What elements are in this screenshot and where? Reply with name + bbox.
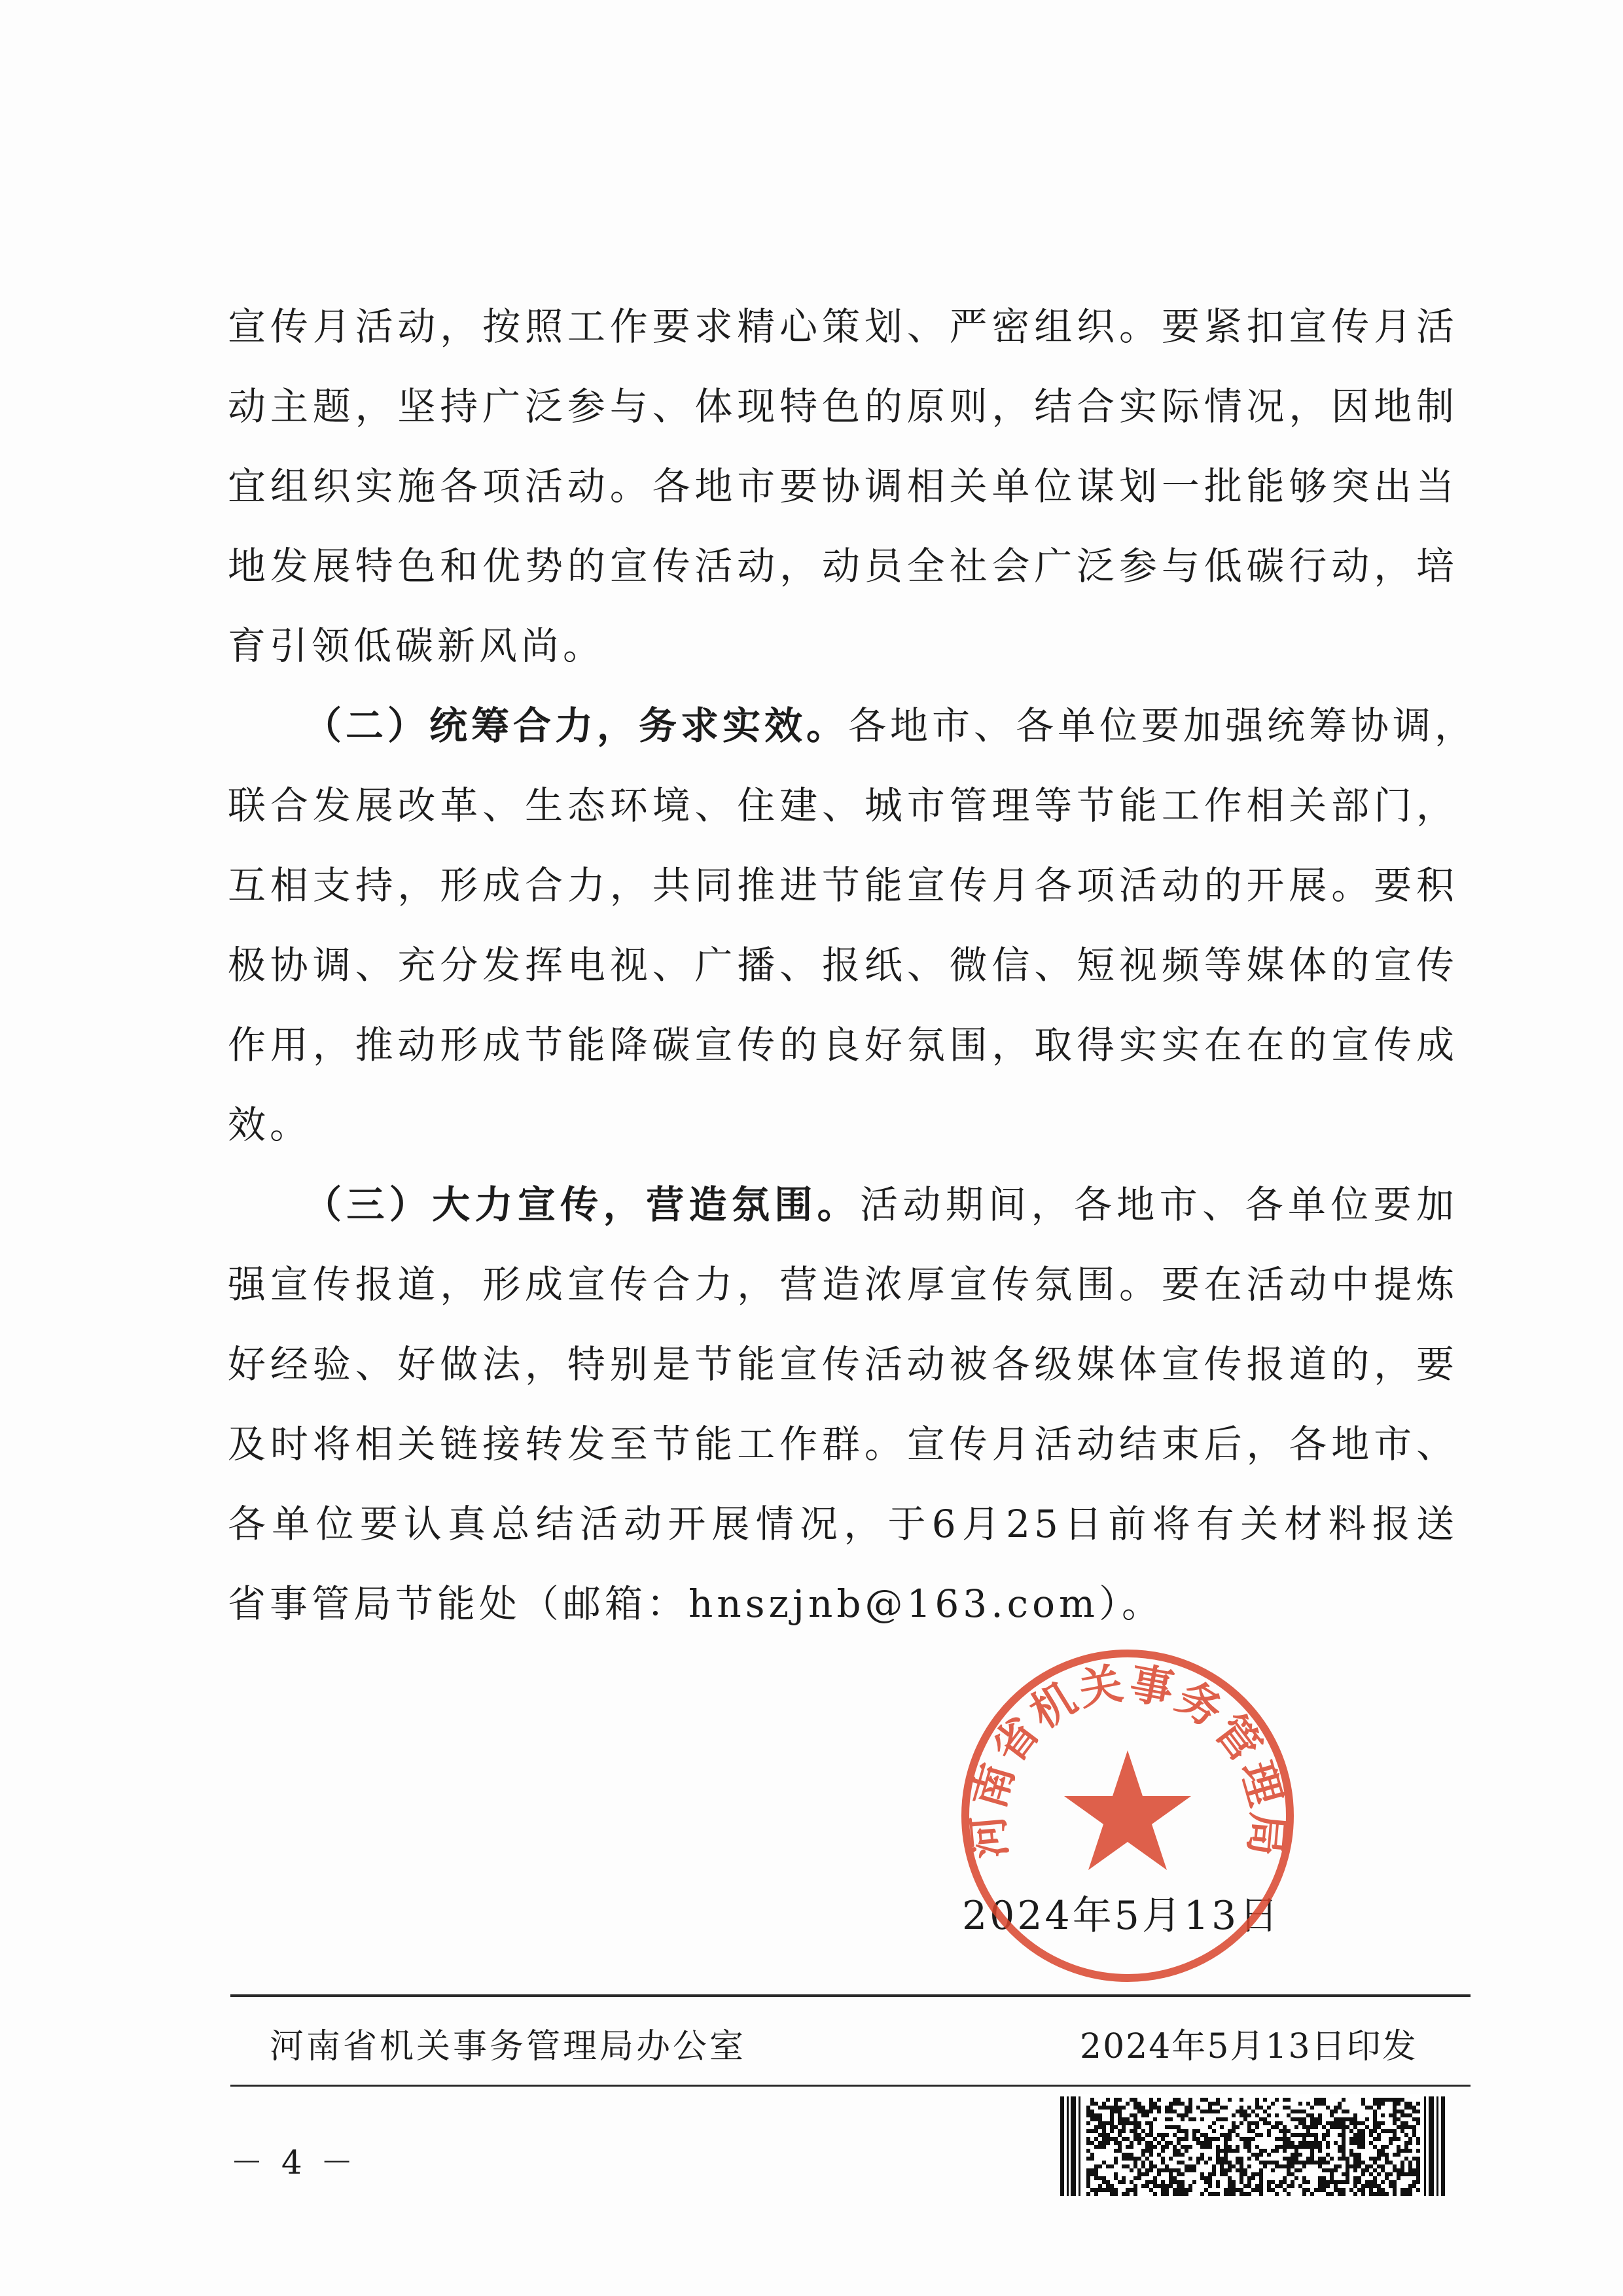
barcode-icon (1060, 2094, 1446, 2199)
page-number: － 4 － (230, 2144, 357, 2181)
body-line: 省事管局节能处（邮箱：hnszjnb@163.com）。 (228, 1581, 1164, 1626)
section-2-first-line (304, 686, 1477, 766)
seal-text: 河南省机关事务管理局 (961, 1657, 1294, 1861)
body-line: 及时将相关链接转发至节能工作群。宣传月活动结束后，各地市、 (228, 1422, 1458, 1466)
seal-star-icon (1064, 1750, 1191, 1870)
body-line: 作用，推动形成节能降碳宣传的良好氛围，取得实实在在的宣传成 (228, 1023, 1458, 1067)
body-line: 极协调、充分发挥电视、广播、报纸、微信、短视频等媒体的宣传 (228, 943, 1458, 987)
footer-rule-top (230, 1994, 1471, 1997)
footer-issuer: 河南省机关事务管理局办公室 (270, 2027, 747, 2066)
section-3-first-line (304, 1165, 1458, 1245)
body-line: 联合发展改革、生态环境、住建、城市管理等节能工作相关部门， (228, 783, 1458, 828)
body-line: 育引领低碳新风尚。 (228, 624, 605, 668)
section-3-heading: （三）大力宣传，营造氛围。 (304, 1182, 860, 1227)
section-3-text: 活动期间，各地市、各单位要加 (860, 1182, 1458, 1227)
body-line: 效。 (228, 1103, 312, 1147)
body-line: 各单位要认真总结活动开展情况，于6月25日前将有关材料报送 (228, 1502, 1458, 1546)
body-line: 互相支持，形成合力，共同推进节能宣传月各项活动的开展。要积 (228, 863, 1458, 908)
body-line: 好经验、好做法，特别是节能宣传活动被各级媒体宣传报道的，要 (228, 1342, 1458, 1386)
body-line: 宜组织实施各项活动。各地市要协调相关单位谋划一批能够突出当 (228, 464, 1458, 508)
body-line: 地发展特色和优势的宣传活动，动员全社会广泛参与低碳行动，培 (228, 544, 1458, 588)
signature-date: 2024年5月13日 (962, 1893, 1281, 1939)
footer-rule-bottom (230, 2085, 1471, 2087)
official-seal (957, 1646, 1298, 1986)
section-2-text: 各地市、各单位要加强统筹协调， (848, 703, 1477, 748)
section-2-heading: （二）统筹合力，务求实效。 (304, 703, 849, 748)
footer-issue-date: 2024年5月13日印发 (1080, 2027, 1418, 2066)
body-line: 强宣传报道，形成宣传合力，营造浓厚宣传氛围。要在活动中提炼 (228, 1262, 1458, 1307)
body-line: 动主题，坚持广泛参与、体现特色的原则，结合实际情况，因地制 (228, 384, 1458, 429)
body-line: 宣传月活动，按照工作要求精心策划、严密组织。要紧扣宣传月活 (228, 304, 1458, 349)
